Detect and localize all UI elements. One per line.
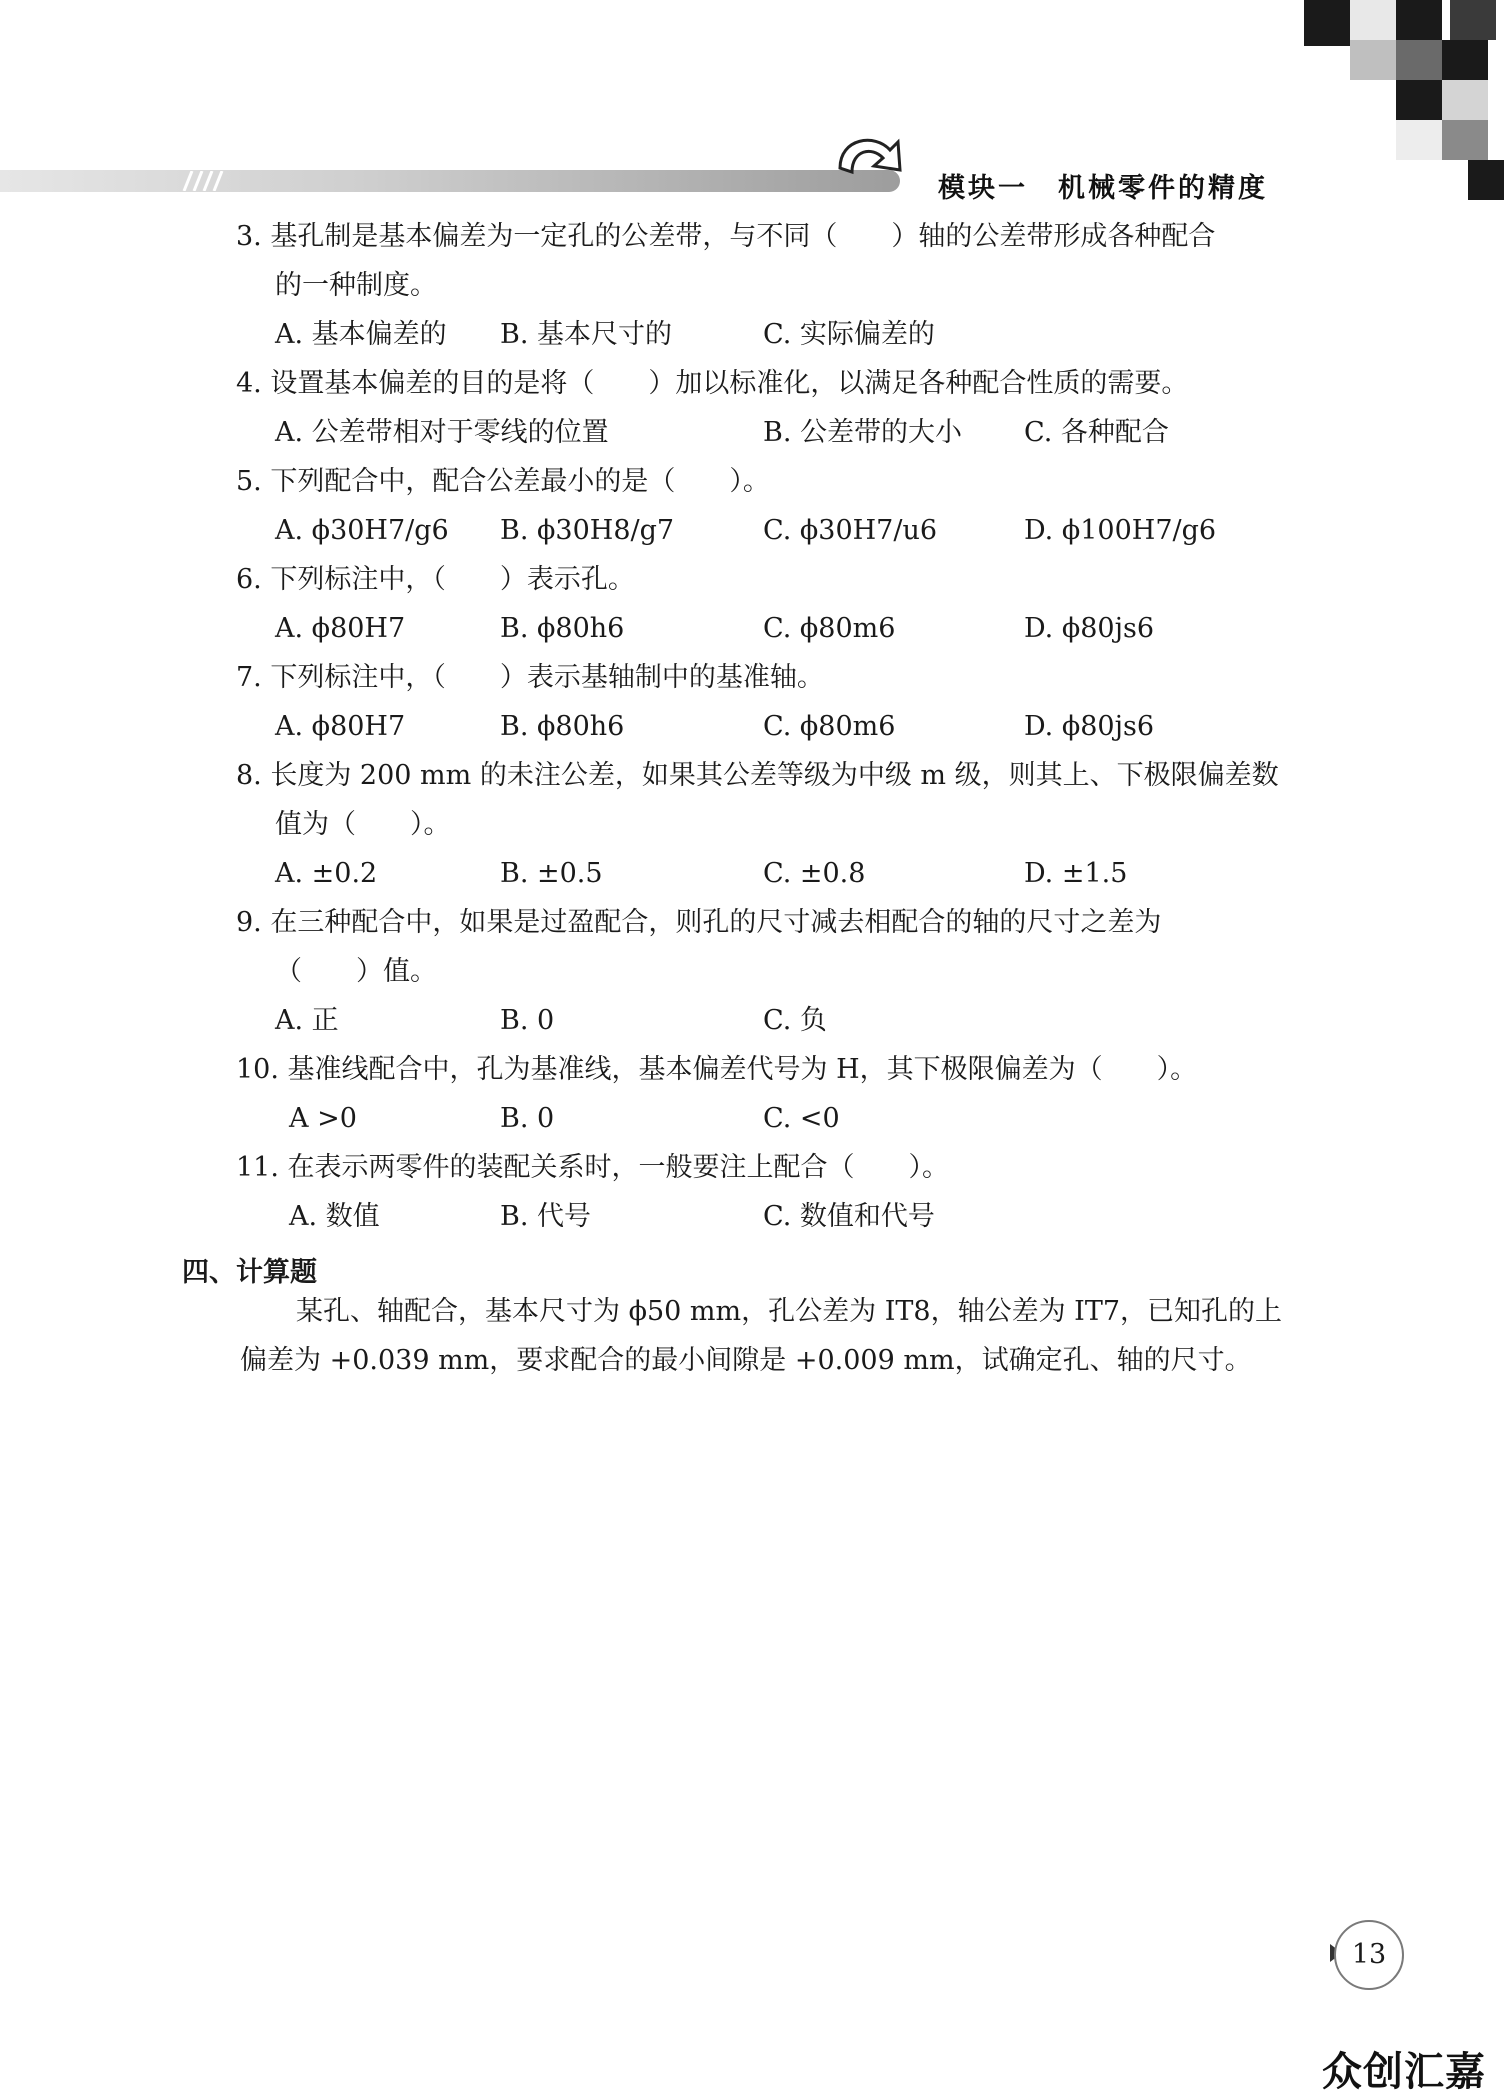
header-bar bbox=[0, 170, 900, 192]
question-3-line-2: 的一种制度。 bbox=[275, 270, 437, 301]
page-number: 13 bbox=[1334, 1920, 1404, 1990]
question-9-option-b: B. 0 bbox=[500, 1005, 555, 1036]
question-7-option-c: C. ϕ80m6 bbox=[763, 711, 896, 742]
curved-arrow-icon bbox=[830, 128, 910, 198]
question-9-line-2: （ ）值。 bbox=[275, 956, 437, 987]
question-8-line-1: 8. 长度为 200 mm 的未注公差，如果其公差等级为中级 m 级，则其上、下极限偏差数 bbox=[236, 760, 1279, 791]
question-7-option-b: B. ϕ80h6 bbox=[500, 711, 625, 742]
question-3-option-c: C. 实际偏差的 bbox=[763, 319, 935, 350]
question-7-option-d: D. ϕ80js6 bbox=[1024, 711, 1155, 742]
question-8-line-2: 值为（ ）。 bbox=[275, 809, 451, 840]
section-4-line-2: 偏差为 +0.039 mm，要求配合的最小间隙是 +0.009 mm，试确定孔、轴的尺寸。 bbox=[240, 1345, 1252, 1376]
watermark: 众创汇嘉 bbox=[1322, 2049, 1486, 2095]
question-7-option-a: A. ϕ80H7 bbox=[275, 711, 406, 742]
question-11-option-b: B. 代号 bbox=[500, 1201, 592, 1232]
question-3-option-b: B. 基本尺寸的 bbox=[500, 319, 673, 350]
question-11-option-a: A. 数值 bbox=[289, 1201, 380, 1232]
question-8-option-b: B. ±0.5 bbox=[500, 858, 603, 889]
question-11-option-c: C. 数值和代号 bbox=[763, 1201, 935, 1232]
question-8-option-d: D. ±1.5 bbox=[1024, 858, 1128, 889]
checkerboard-decoration bbox=[1300, 0, 1504, 200]
question-6-option-c: C. ϕ80m6 bbox=[763, 613, 896, 644]
question-6-line-1: 6. 下列标注中，（ ）表示孔。 bbox=[236, 564, 635, 595]
question-11-line-1: 11. 在表示两零件的装配关系时，一般要注上配合（ ）。 bbox=[236, 1152, 950, 1183]
question-5-line-1: 5. 下列配合中，配合公差最小的是（ ）。 bbox=[236, 466, 770, 497]
question-9-line-1: 9. 在三种配合中，如果是过盈配合，则孔的尺寸减去相配合的轴的尺寸之差为 bbox=[236, 907, 1162, 938]
question-3-line-1: 3. 基孔制是基本偏差为一定孔的公差带，与不同（ ）轴的公差带形成各种配合 bbox=[236, 221, 1216, 252]
question-5-option-b: B. ϕ30H8/g7 bbox=[500, 515, 675, 546]
question-10-line-1: 10. 基准线配合中，孔为基准线，基本偏差代号为 H，其下极限偏差为（ ）。 bbox=[236, 1054, 1198, 1085]
question-5-option-a: A. ϕ30H7/g6 bbox=[275, 515, 449, 546]
question-5-option-c: C. ϕ30H7/u6 bbox=[763, 515, 938, 546]
question-10-option-a: A >0 bbox=[289, 1103, 357, 1134]
question-3-option-a: A. 基本偏差的 bbox=[275, 319, 447, 350]
module-header bbox=[938, 166, 1268, 205]
question-6-option-a: A. ϕ80H7 bbox=[275, 613, 406, 644]
section-4-heading: 四、计算题 bbox=[182, 1257, 317, 1288]
question-9-option-c: C. 负 bbox=[763, 1005, 827, 1036]
question-8-option-c: C. ±0.8 bbox=[763, 858, 866, 889]
question-4-option-c: C. 各种配合 bbox=[1024, 417, 1169, 448]
question-5-option-d: D. ϕ100H7/g6 bbox=[1024, 515, 1217, 546]
question-10-option-b: B. 0 bbox=[500, 1103, 555, 1134]
question-6-option-b: B. ϕ80h6 bbox=[500, 613, 625, 644]
question-8-option-a: A. ±0.2 bbox=[275, 858, 378, 889]
bar-stripes-decoration bbox=[180, 171, 230, 191]
question-4-option-a: A. 公差带相对于零线的位置 bbox=[275, 417, 609, 448]
question-10-option-c: C. <0 bbox=[763, 1103, 840, 1134]
module-title: 机械零件的精度 bbox=[1058, 173, 1268, 204]
section-4-line-1: 某孔、轴配合，基本尺寸为 ϕ50 mm，孔公差为 IT8，轴公差为 IT7，已知孔的上 bbox=[296, 1296, 1282, 1327]
question-4-option-b: B. 公差带的大小 bbox=[763, 417, 963, 448]
question-6-option-d: D. ϕ80js6 bbox=[1024, 613, 1155, 644]
question-9-option-a: A. 正 bbox=[275, 1005, 339, 1036]
question-7-line-1: 7. 下列标注中，（ ）表示基轴制中的基准轴。 bbox=[236, 662, 824, 693]
question-4-line-1: 4. 设置基本偏差的目的是将（ ）加以标准化，以满足各种配合性质的需要。 bbox=[236, 368, 1189, 399]
module-label: 模块一 bbox=[938, 173, 1028, 204]
